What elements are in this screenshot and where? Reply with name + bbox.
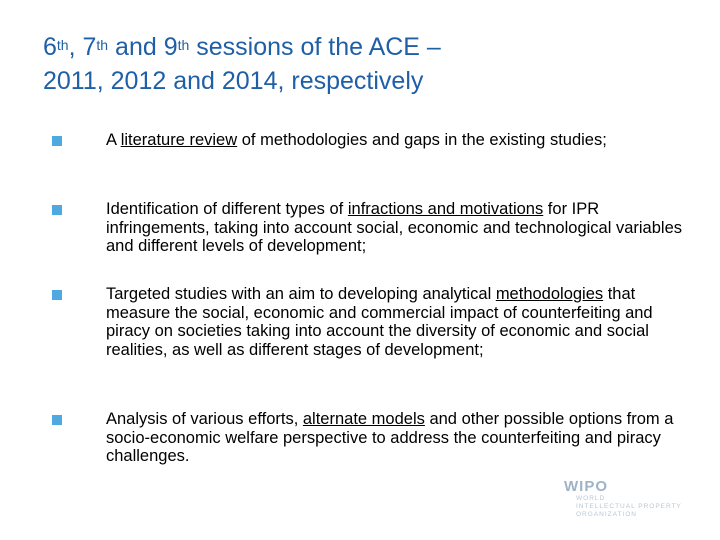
logo-line-2: INTELLECTUAL PROPERTY xyxy=(576,503,682,510)
bullet-text-3 xyxy=(106,285,696,359)
bullet-text-4 xyxy=(106,410,696,466)
logo-name: WIPO xyxy=(564,478,608,495)
title-number-9: 9 xyxy=(163,33,178,61)
logo-line-3: ORGANIZATION xyxy=(576,511,637,518)
title-suffix-1: th xyxy=(56,37,69,53)
bullet-2-underlined: infractions and motivations xyxy=(347,200,544,218)
square-bullet-icon xyxy=(52,205,62,215)
bullet-4-pre: Analysis of various efforts, xyxy=(106,410,303,428)
bullet-3-post: that measure the social, economic and commercial impact of counterfeiting and piracy on societies taking into account the diversity of economic and social realities, as well as different stages of development; xyxy=(106,285,653,359)
bullet-3-pre: Targeted studies with an aim to developing analytical xyxy=(106,285,496,303)
logo-line-1: WORLD xyxy=(576,495,606,502)
square-bullet-icon xyxy=(52,136,62,146)
bullet-3-underlined: methodologies xyxy=(495,285,604,303)
title-suffix-2: th xyxy=(96,37,109,53)
wipo-logo xyxy=(562,478,702,530)
title-separator-1: , xyxy=(68,33,83,61)
title-suffix-3: th xyxy=(177,37,190,53)
logo-subtitle xyxy=(576,495,682,519)
bullet-4-underlined: alternate models xyxy=(302,410,425,428)
bullet-4-post: and other possible options from a socio-economic welfare perspective to address the counterfeiting and piracy challenges. xyxy=(106,410,674,465)
title-line1-rest: sessions of the ACE – xyxy=(189,33,441,61)
bullet-2-pre: Identification of different types of xyxy=(106,200,348,218)
title-separator-2: and xyxy=(108,33,164,61)
bullet-2-post: for IPR infringements, taking into account social, economic and technological variables and different levels of development; xyxy=(106,200,682,255)
bullet-1-post: of methodologies and gaps in the existing studies; xyxy=(237,131,607,149)
square-bullet-icon xyxy=(52,415,62,425)
title-number-6: 6 xyxy=(43,33,57,61)
bullet-1-pre: A xyxy=(106,131,121,149)
title-line2: 2011, 2012 and 2014, respectively xyxy=(43,67,424,95)
bullet-text-2 xyxy=(106,200,696,256)
title-number-7: 7 xyxy=(82,33,97,61)
square-bullet-icon xyxy=(52,290,62,300)
bullet-text-1 xyxy=(106,131,696,150)
bullet-1-underlined: literature review xyxy=(120,131,238,149)
